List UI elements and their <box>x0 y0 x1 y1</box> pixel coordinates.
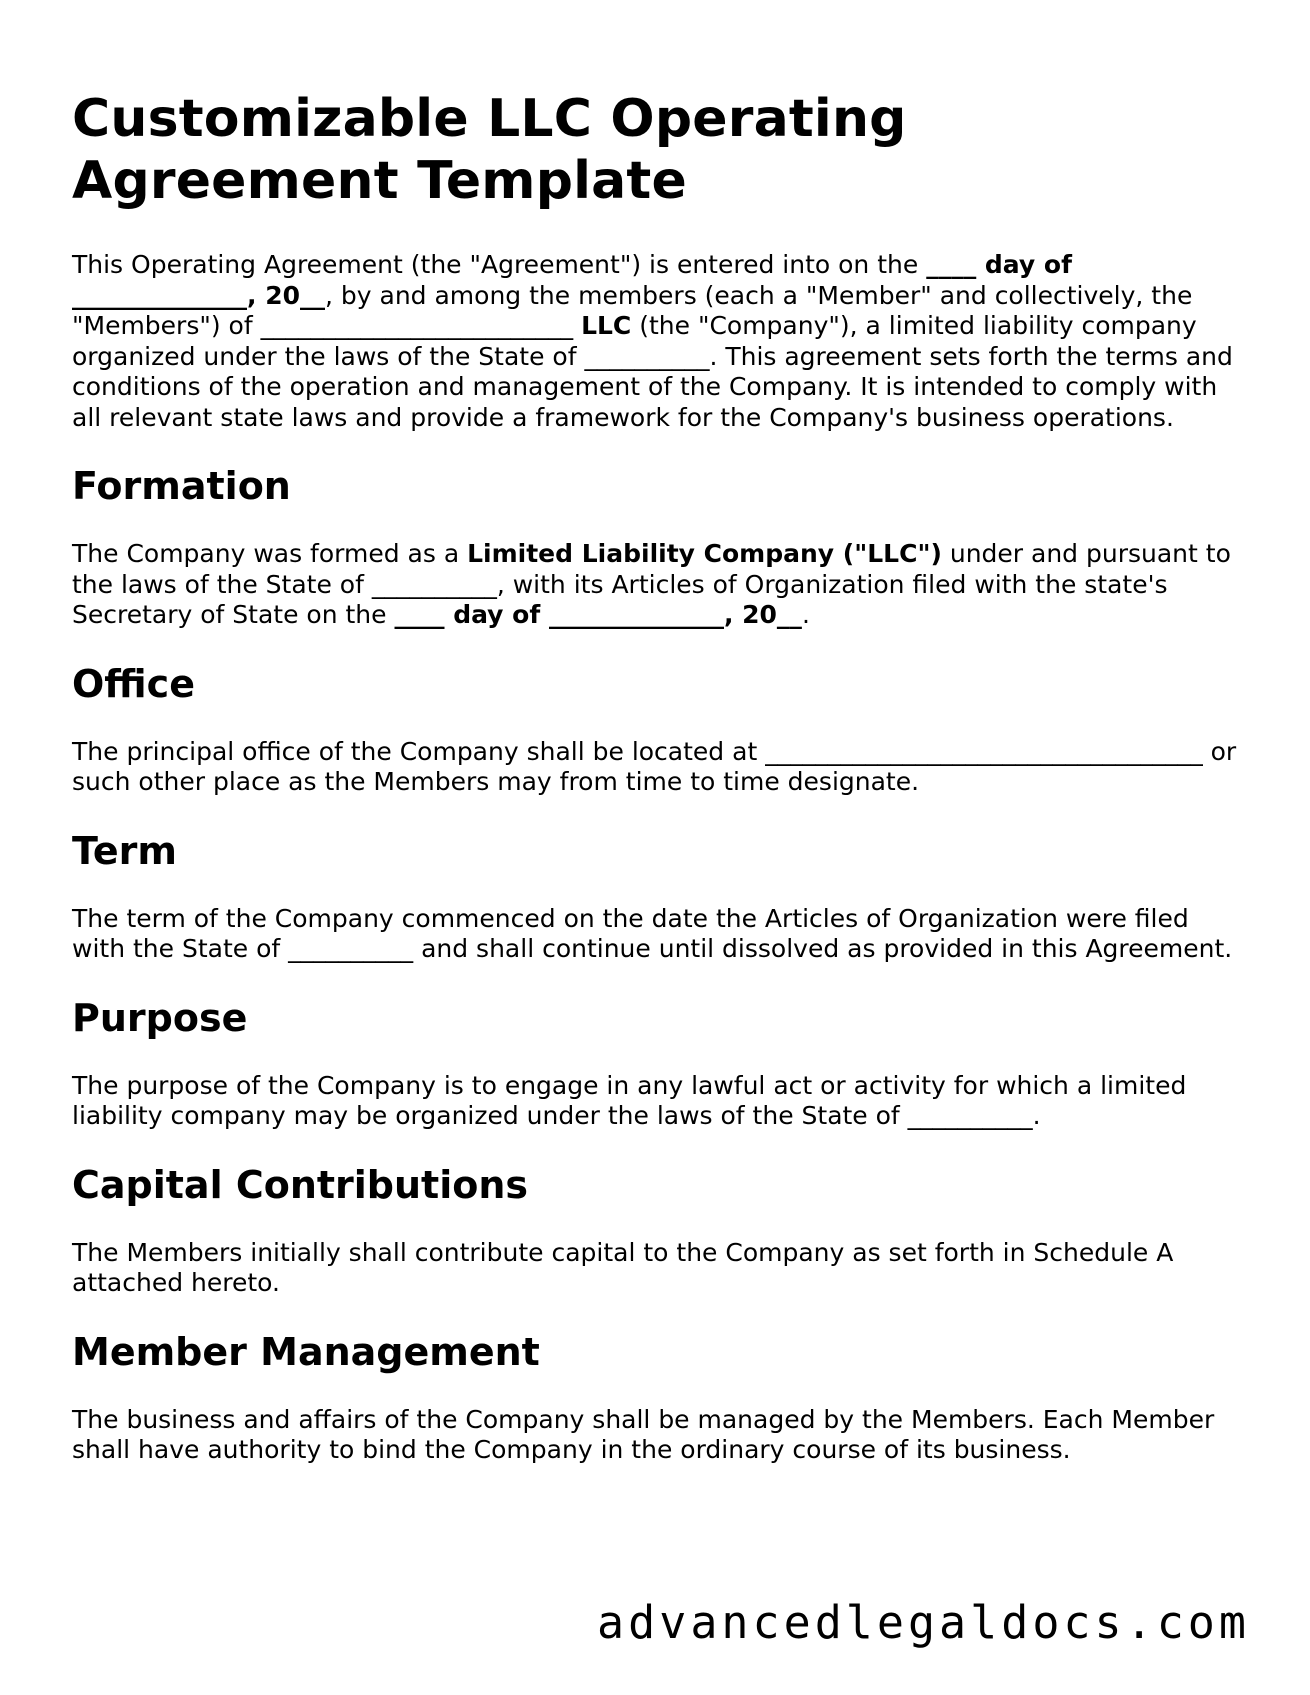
intro-text-3: (the "Company"), a limited liability company organized under the laws of the State of __________. This agreement sets forth the terms and conditions of the operation and management of the Company. It is intended to comply with all relevant state laws and provide a framework for the Company's business operations. <box>72 311 1233 432</box>
formation-text-1: The Company was formed as a <box>72 539 468 568</box>
section-member-management <box>72 1329 1242 1466</box>
section-purpose <box>72 995 1242 1132</box>
formation-date-blank: ____ day of ______________, 20__ <box>394 600 802 629</box>
section-office <box>72 661 1242 798</box>
document-page <box>72 88 1242 1496</box>
intro-text-1: This Operating Agreement (the "Agreement") is entered into on the <box>72 250 927 279</box>
capital-paragraph: The Members initially shall contribute capital to the Company as set forth in Schedule A attached hereto. <box>72 1237 1174 1297</box>
section-capital-contributions <box>72 1162 1242 1299</box>
formation-text-3: . <box>801 600 810 629</box>
intro-company-blank: _________________________ <box>260 311 582 340</box>
section-term <box>72 828 1242 965</box>
purpose-heading: Purpose <box>72 995 248 1040</box>
formation-text-2: under and pursuant to the laws of the State of __________, with its Articles of Organization filed with the state's Secretary of State on the <box>72 539 1231 629</box>
formation-llc-bold: Limited Liability Company ("LLC") <box>467 539 942 568</box>
intro-paragraph <box>72 250 1242 433</box>
office-paragraph: The principal office of the Company shall be located at ___________________________________ or such other place as the Members may from time to time designate. <box>72 736 1237 796</box>
site-watermark: advancedlegaldocs.com <box>597 1596 1250 1649</box>
term-paragraph: The term of the Company commenced on the date the Articles of Organization were filed with the State of __________ and shall continue until dissolved as provided in this Agreement. <box>72 903 1233 963</box>
formation-heading: Formation <box>72 464 291 508</box>
intro-text-2: , by and among the members (each a "Member" and collectively, the "Members") of <box>72 280 1193 340</box>
formation-paragraph <box>72 539 1242 631</box>
section-formation <box>72 463 1242 631</box>
management-heading: Member Management <box>72 1329 540 1374</box>
purpose-paragraph: The purpose of the Company is to engage in any lawful act or activity for which a limited liability company may be organized under the laws of the State of __________. <box>72 1070 1187 1130</box>
term-heading: Term <box>72 828 177 873</box>
capital-heading: Capital Contributions <box>72 1162 529 1207</box>
document-title: Customizable LLC Operating Agreement Template <box>72 89 907 211</box>
intro-llc-label: LLC <box>581 311 632 340</box>
office-heading: Office <box>72 661 195 706</box>
management-paragraph: The business and affairs of the Company shall be managed by the Members. Each Member shall have authority to bind the Company in the ordinary course of its business. <box>72 1404 1215 1464</box>
intro-date-blank: ____ day of ______________, 20__ <box>72 250 1072 310</box>
